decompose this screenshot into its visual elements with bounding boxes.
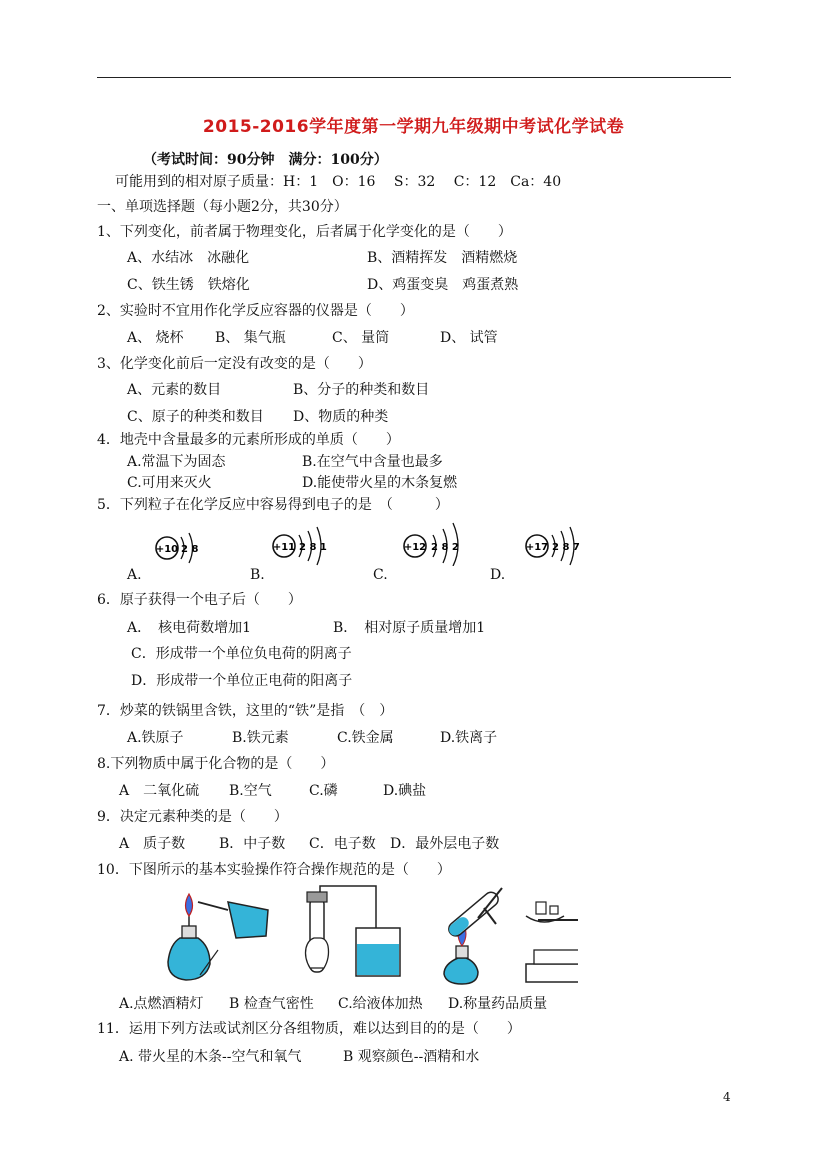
shell-label: 2 8 7 — [552, 542, 580, 553]
question-stem: 1、下列变化，前者属于物理变化，后者属于化学变化的是（ ） — [97, 224, 512, 240]
nucleus-label: +10 — [155, 544, 179, 555]
option: C. — [373, 567, 388, 583]
question-stem: 8.下列物质中属于化合物的是（ ） — [97, 756, 335, 772]
option: C.可用来灭火 — [127, 475, 212, 491]
atomic-masses: 可能用到的相对原子质量：H：1 O：16 S：32 C：12 Ca：40 — [115, 174, 562, 190]
option: C、铁生锈 铁熔化 — [127, 277, 250, 293]
option: A.常温下为固态 — [127, 454, 226, 470]
balance-figure — [526, 892, 578, 982]
nucleus-label: +11 — [272, 542, 296, 553]
question-stem: 7．炒菜的铁锅里含铁，这里的“铁”是指 （ ） — [97, 703, 394, 719]
option: A 质子数 — [119, 836, 186, 852]
option: B． 相对原子质量增加1 — [333, 620, 486, 636]
option: C．电子数 — [309, 836, 376, 852]
question-stem: 6．原子获得一个电子后（ ） — [97, 592, 302, 608]
option: A． 核电荷数增加1 — [127, 620, 252, 636]
shell-label: 2 8 1 — [299, 542, 327, 553]
heating-liquid-figure — [444, 888, 502, 984]
shell-label: 2 8 2 — [431, 542, 459, 553]
option: C、 量筒 — [332, 330, 390, 346]
page-title: 2015-2016学年度第一学期九年级期中考试化学试卷 — [202, 117, 625, 137]
option: A、 烧杯 — [127, 330, 184, 346]
nucleus-label: +12 — [403, 542, 427, 553]
option: B．中子数 — [219, 836, 286, 852]
alcohol-lamp-lighting-figure — [168, 894, 268, 980]
option: B.在空气中含量也最多 — [302, 454, 443, 470]
section-heading: 一、单项选择题（每小题2分，共30分） — [97, 199, 348, 215]
question-stem: 4．地壳中含量最多的元素所形成的单质（ ） — [97, 432, 400, 448]
option: B.铁元素 — [232, 730, 289, 746]
option: D、物质的种类 — [293, 409, 389, 425]
question-stem: 2、实验时不宜用作化学反应容器的仪器是（ ） — [97, 303, 414, 319]
atom-diagram-c — [395, 514, 495, 566]
option: B 观察颜色--酒精和水 — [343, 1049, 480, 1065]
lab-apparatus-illustrations — [118, 880, 578, 988]
shell-label: 2 8 — [181, 544, 199, 555]
option: D．最外层电子数 — [390, 836, 500, 852]
option: C.给液体加热 — [338, 996, 423, 1012]
atom-diagram-b — [262, 516, 362, 566]
option: D. — [490, 567, 506, 583]
option: D.铁离子 — [440, 730, 498, 746]
atom-diagram-d — [515, 516, 615, 566]
page-number: 4 — [723, 1090, 731, 1104]
option: A 二氧化硫 — [119, 783, 200, 799]
option: D.称量药品质量 — [448, 996, 548, 1012]
option: D.碘盐 — [383, 783, 427, 799]
option: A、水结冰 冰融化 — [127, 250, 250, 266]
option: C、原子的种类和数目 — [127, 409, 264, 425]
option: D．形成带一个单位正电荷的阳离子 — [131, 673, 353, 689]
option: A.点燃酒精灯 — [119, 996, 204, 1012]
question-stem: 3、化学变化前后一定没有改变的是（ ） — [97, 356, 372, 372]
option: C．形成带一个单位负电荷的阴离子 — [131, 646, 352, 662]
option: C.铁金属 — [337, 730, 394, 746]
option: A. 带火星的木条--空气和氧气 — [119, 1049, 302, 1065]
nucleus-label: +17 — [525, 542, 549, 553]
option: B 检查气密性 — [229, 996, 314, 1012]
option: D.能使带火星的木条复燃 — [302, 475, 458, 491]
question-stem: 5．下列粒子在化学反应中容易得到电子的是 （ ） — [97, 497, 449, 513]
airtightness-check-figure — [306, 886, 401, 976]
question-stem: 11．运用下列方法或试剂区分各组物质，难以达到目的的是（ ） — [97, 1021, 521, 1037]
option: C.磷 — [309, 783, 338, 799]
option: A、元素的数目 — [127, 382, 222, 398]
option: D、鸡蛋变臭 鸡蛋煮熟 — [367, 277, 519, 293]
question-stem: 10．下图所示的基本实验操作符合操作规范的是（ ） — [97, 862, 451, 878]
option: B、酒精挥发 酒精燃烧 — [367, 250, 518, 266]
exam-info: （考试时间：90分钟 满分：100分） — [143, 152, 388, 168]
option: B、 集气瓶 — [215, 330, 286, 346]
option: A. — [127, 567, 142, 583]
option: B.空气 — [229, 783, 272, 799]
atom-diagram-a — [145, 518, 235, 568]
question-stem: 9．决定元素种类的是（ ） — [97, 809, 288, 825]
option: B、分子的种类和数目 — [293, 382, 430, 398]
option: D、 试管 — [440, 330, 498, 346]
header-rule — [97, 77, 731, 78]
option: B. — [250, 567, 265, 583]
option: A.铁原子 — [127, 730, 184, 746]
